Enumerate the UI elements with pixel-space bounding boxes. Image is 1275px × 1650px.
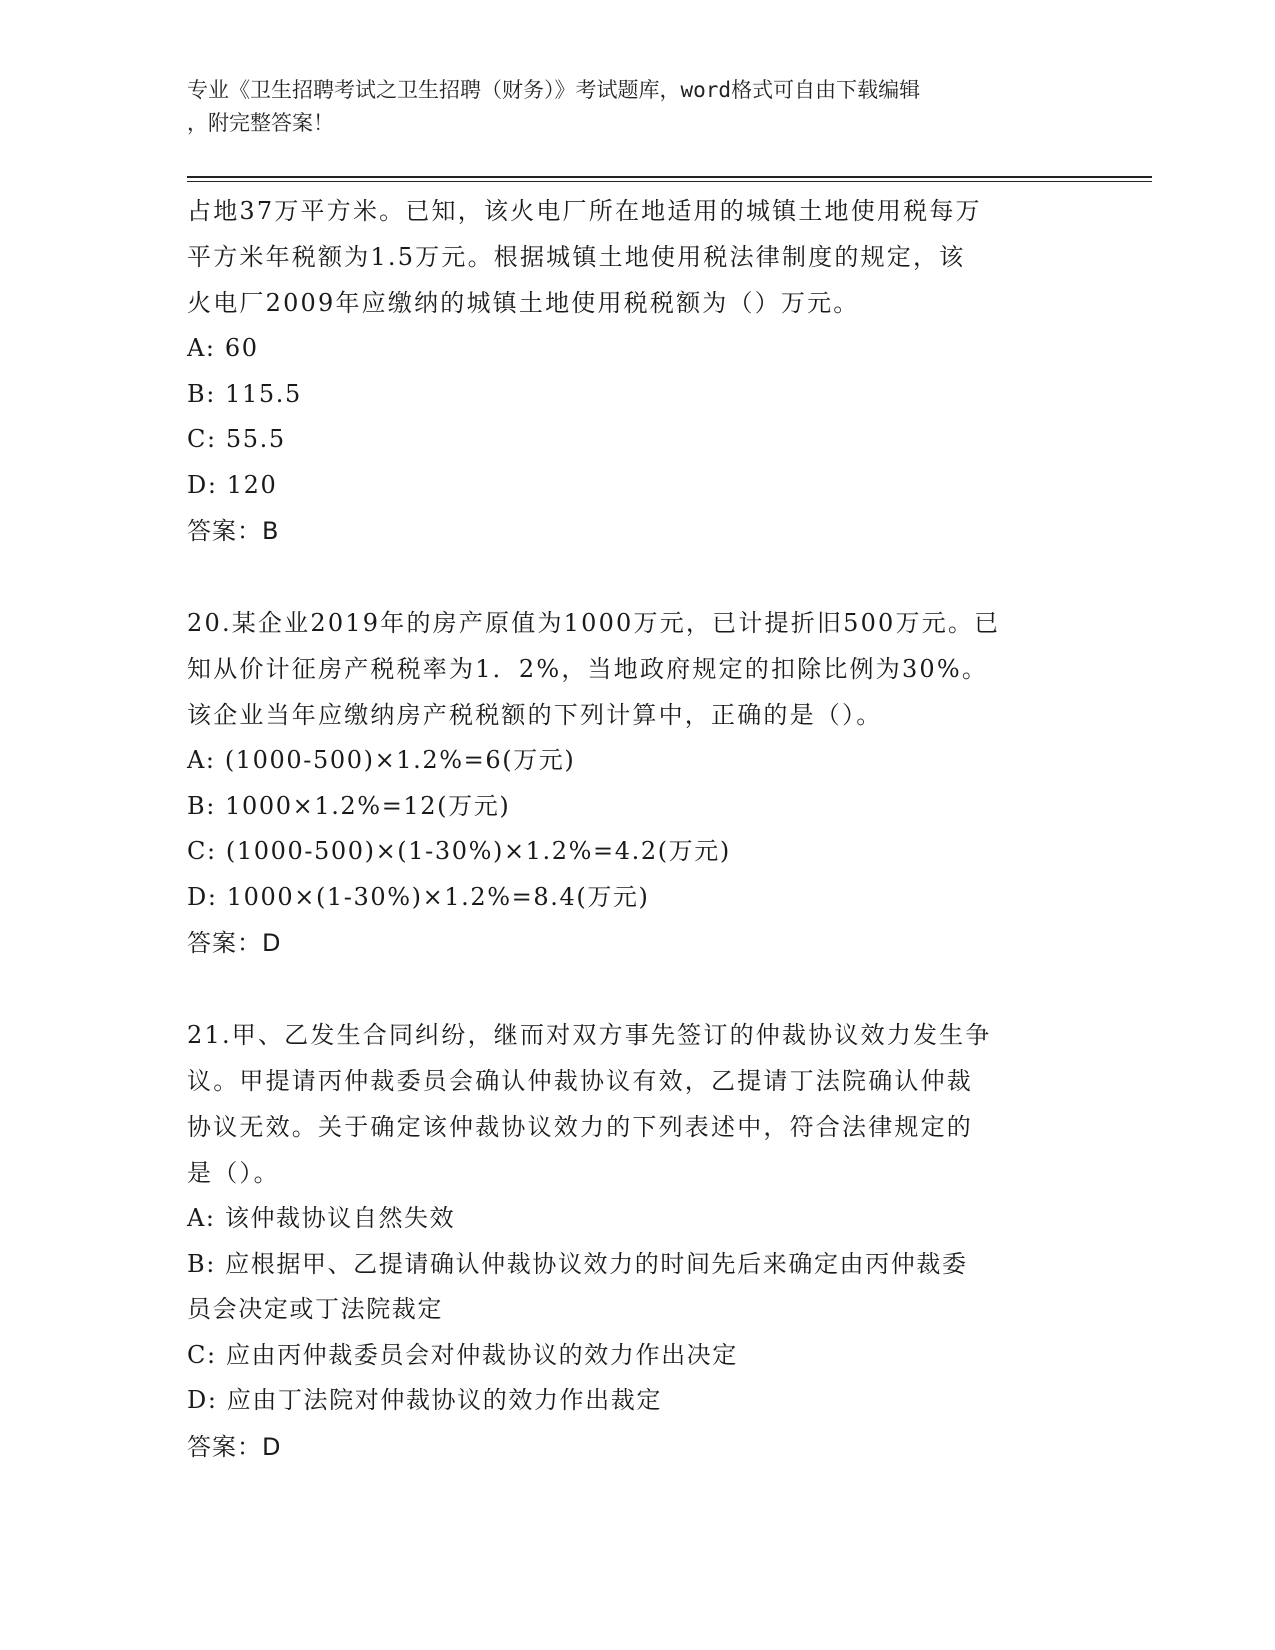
question-19-option-d: D: 120 [187,470,278,499]
question-20-option-c: C: (1000-500)×(1-30%)×1.2%=4.2(万元) [187,837,731,865]
question-spacer [187,966,1077,1012]
question-20-stem-line-2: 知从价计征房产税税率为1．2%，当地政府规定的扣除比例为30%。 [187,655,989,683]
document-header [187,74,1067,140]
question-19 [187,188,1077,554]
question-19-stem-line-3: 火电厂2009年应缴纳的城镇土地使用税税额为（）万元。 [187,289,860,317]
question-21-option-d: D: 应由丁法院对仲裁协议的效力作出裁定 [187,1386,662,1414]
question-19-option-a: A: 60 [187,334,259,362]
question-19-stem-line-2: 平方米年税额为1.5万元。根据城镇土地使用税法律制度的规定，该 [187,243,966,271]
question-19-stem-line-1: 占地37万平方米。已知，该火电厂所在地适用的城镇土地使用税每万 [187,197,982,225]
question-list [187,188,1077,1470]
header-divider-thin [187,181,1152,182]
question-21-answer: 答案：D [187,1432,282,1461]
question-20-answer: 答案：D [187,929,282,957]
question-spacer [187,554,1077,600]
question-19-option-c: C: 55.5 [187,425,286,453]
header-line-1: 专业《卫生招聘考试之卫生招聘（财务）》考试题库，word格式可自由下载编辑 [187,78,921,102]
question-21-option-c: C: 应由丙仲裁委员会对仲裁协议的效力作出决定 [187,1340,738,1369]
question-20-stem-line-3: 该企业当年应缴纳房产税税额的下列计算中，正确的是（）。 [187,701,883,729]
question-20-stem-line-1: 20.某企业2019年的房产原值为1000万元，已计提折旧500万元。已 [187,609,1001,637]
question-20-option-d: D: 1000×(1-30%)×1.2%=8.4(万元) [187,882,650,911]
question-21 [187,1012,1077,1470]
header-line-2: ，附完整答案！ [187,111,334,135]
question-21-option-a: A: 该仲裁协议自然失效 [187,1204,456,1232]
question-20-option-b: B: 1000×1.2%=12(万元) [187,791,511,820]
header-divider-thick [187,176,1152,178]
question-19-answer: 答案：B [187,517,280,545]
question-21-stem-line-4: 是（）。 [187,1159,280,1187]
question-20 [187,600,1077,966]
question-21-option-b-line-1: B: 应根据甲、乙提请确认仲裁协议效力的时间先后来确定由丙仲裁委 [187,1249,968,1278]
question-20-option-a: A: (1000-500)×1.2%=6(万元) [187,746,576,774]
question-21-stem-line-2: 议。甲提请丙仲裁委员会确认仲裁协议有效，乙提请丁法院确认仲裁 [187,1067,973,1095]
question-21-option-b-line-2: 员会决定或丁法院裁定 [187,1295,443,1323]
question-21-stem-line-3: 协议无效。关于确定该仲裁协议效力的下列表述中，符合法律规定的 [187,1113,973,1141]
question-21-stem-line-1: 21.甲、乙发生合同纠纷，继而对双方事先签订的仲裁协议效力发生争 [187,1021,992,1049]
question-19-option-b: B: 115.5 [187,379,302,408]
